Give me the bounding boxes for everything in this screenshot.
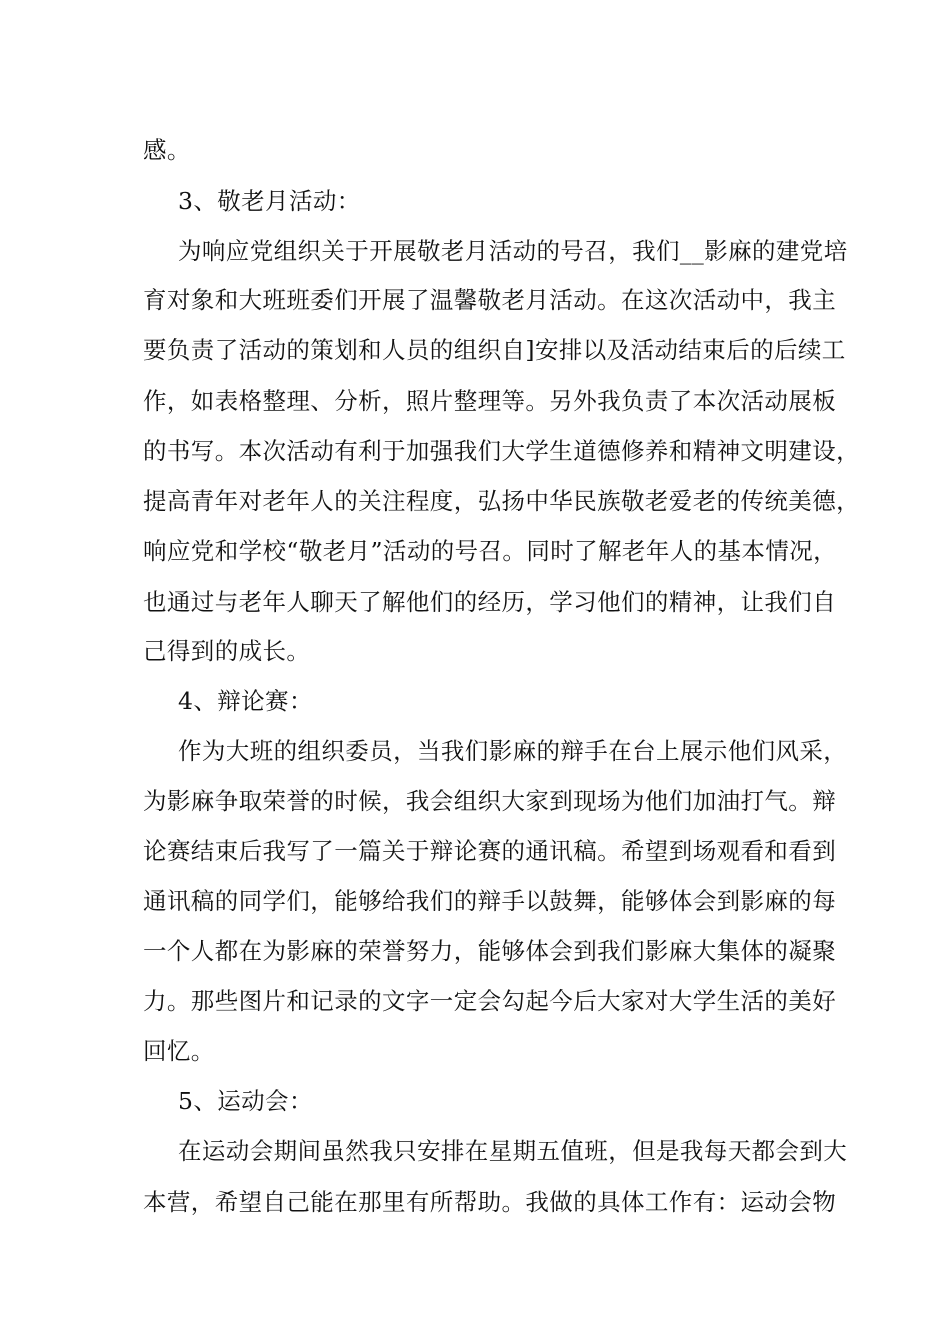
paragraph-line: 提高青年对老年人的关注程度，弘扬中华民族敬老爱老的传统美德， [143,487,860,515]
paragraph-line: 育对象和大班班委们开展了温馨敬老月活动。在这次活动中，我主 [143,286,837,314]
paragraph-line: 己得到的成长。 [143,637,311,665]
paragraph-line: 论赛结束后我写了一篇关于辩论赛的通讯稿。希望到场观看和看到 [143,837,837,865]
paragraph-line: 本营，希望自己能在那里有所帮助。我做的具体工作有：运动会物 [143,1188,837,1216]
paragraph-line: 的书写。本次活动有利于加强我们大学生道德修养和精神文明建设， [143,437,860,465]
paragraph-line: 也通过与老年人聊天了解他们的经历，学习他们的精神，让我们自 [143,588,837,616]
section-heading: 3、敬老月活动： [178,187,361,215]
paragraph-line: 为影麻争取荣誉的时候，我会组织大家到现场为他们加油打气。辩 [143,787,837,815]
paragraph-line: 为响应党组织关于开展敬老月活动的号召，我们__影麻的建党培 [178,237,848,265]
paragraph-line: 回忆。 [143,1037,215,1065]
paragraph-line: 力。那些图片和记录的文字一定会勾起今后大家对大学生活的美好 [143,987,837,1015]
paragraph-line: 要负责了活动的策划和人员的组织自]安排以及活动结束后的后续工 [143,336,846,364]
paragraph-line: 作为大班的组织委员，当我们影麻的辩手在台上展示他们风采， [178,737,848,765]
section-heading: 4、辩论赛： [178,687,313,715]
paragraph-line: 响应党和学校“敬老月”活动的号召。同时了解老年人的基本情况， [143,537,838,565]
paragraph-line: 作，如表格整理、分析，照片整理等。另外我负责了本次活动展板 [143,387,837,415]
paragraph-line: 通讯稿的同学们，能够给我们的辩手以鼓舞，能够体会到影麻的每 [143,887,837,915]
paragraph-line: 感。 [143,136,191,164]
section-heading: 5、运动会： [178,1087,313,1115]
paragraph-line: 在运动会期间虽然我只安排在星期五值班，但是我每天都会到大 [178,1137,848,1165]
paragraph-line: 一个人都在为影麻的荣誉努力，能够体会到我们影麻大集体的凝聚 [143,937,837,965]
